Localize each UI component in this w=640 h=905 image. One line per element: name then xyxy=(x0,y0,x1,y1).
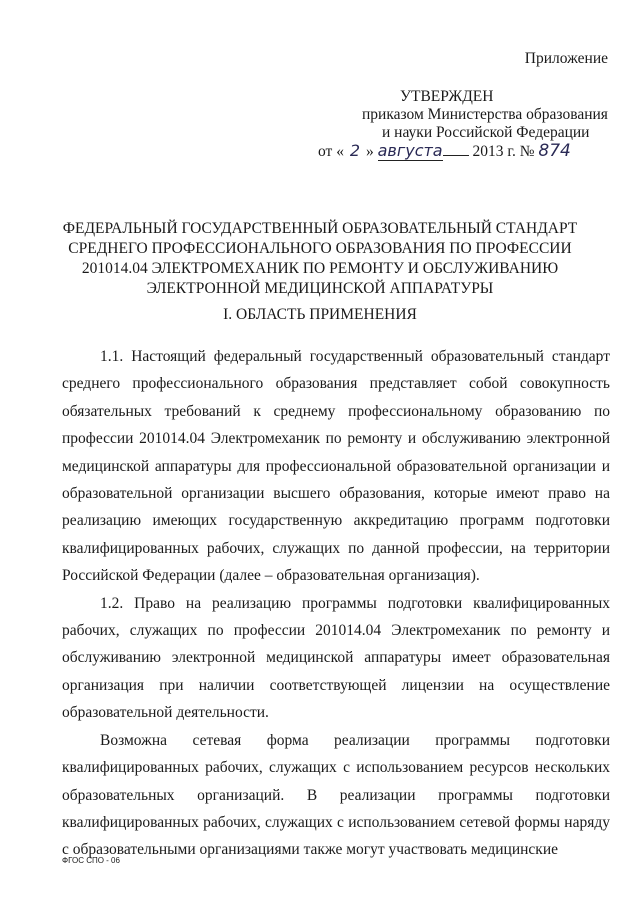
paragraph-1-2: 1.2. Право на реализацию программы подготовки квалифицированных рабочих, служащих по профессии 201014.04 Электромеханик по ремонту и обслуживанию электронной медицинской аппаратуры имеет образовательная организация при наличии соответствующей лицензии на осуществление образовательной деятельности. xyxy=(62,594,610,722)
approval-line-date xyxy=(318,142,610,161)
approval-line-ministry: приказом Министерства образования xyxy=(362,106,608,123)
date-underline xyxy=(443,155,469,156)
title-line-1: ФЕДЕРАЛЬНЫЙ ГОСУДАРСТВЕННЫЙ ОБРАЗОВАТЕЛЬНЫЙ СТАНДАРТ xyxy=(62,220,578,237)
handwritten-month: августа xyxy=(377,141,443,160)
date-year: 2013 г. № xyxy=(472,143,535,160)
paragraph-1-1: 1.1. Настоящий федеральный государственный образовательный стандарт среднего профессионального образования представляет собой совокупность обязательных требований к среднему профессиональному образованию по профессии 201014.04 Электромеханик по ремонту и обслуживанию электронной медицинской аппаратуры для профессиональной образовательной организации и образовательной организации высшего образования, которые имеют право на реализацию имеющих государственную аккредитацию программ подготовки квалифицированных рабочих, служащих по данной профессии, на территории Российской Федерации (далее – образовательная организация). xyxy=(62,348,610,585)
title-line-4: ЭЛЕКТРОННОЙ МЕДИЦИНСКОЙ АППАРАТУРЫ xyxy=(146,280,494,297)
handwritten-day: 2 xyxy=(349,141,361,160)
title-line-3: 201014.04 ЭЛЕКТРОМЕХАНИК ПО РЕМОНТУ И ОБСЛУЖИВАНИЮ xyxy=(81,260,559,277)
paragraph-network-form: Возможна сетевая форма реализации программы подготовки квалифицированных рабочих, служащих с использованием ресурсов нескольких образовательных организаций. В реализации программы подготовки квалифицированных рабочих, служащих с использованием сетевой формы наряду с образовательными организациями также могут участвовать медицинские xyxy=(62,731,610,859)
section-heading: I. ОБЛАСТЬ ПРИМЕНЕНИЯ xyxy=(223,306,417,323)
appendix-label: Приложение xyxy=(524,50,608,67)
date-quote-close: » xyxy=(365,143,374,160)
document-body xyxy=(62,343,610,864)
handwritten-order-number: 874 xyxy=(538,141,571,161)
document-title xyxy=(40,219,600,299)
footer-code: ФГОС СПО - 06 xyxy=(62,856,120,865)
approved-heading: УТВЕРЖДЕН xyxy=(400,88,494,105)
date-prefix: от « xyxy=(318,143,344,160)
title-line-2: СРЕДНЕГО ПРОФЕССИОНАЛЬНОГО ОБРАЗОВАНИЯ ПО ПРОФЕССИИ xyxy=(68,240,572,257)
approval-block xyxy=(318,88,610,161)
approval-line-federation: и науки Российской Федерации xyxy=(382,124,590,141)
